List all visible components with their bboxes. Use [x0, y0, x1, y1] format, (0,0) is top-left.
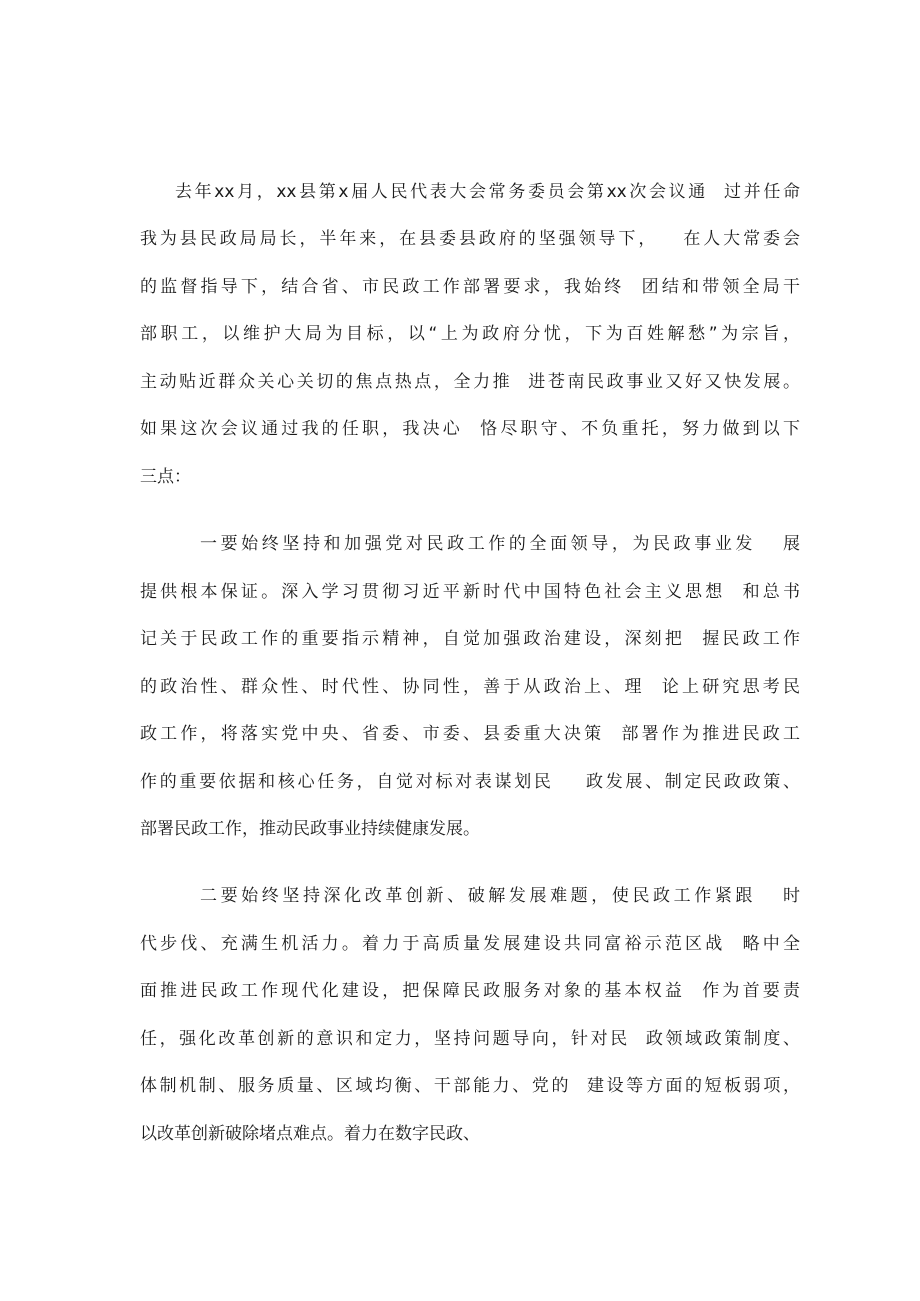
- paragraph-1-line-4: 部职工，以维护大局为目标，以“上为政府分忧，下为百姓解愁”为宗旨，: [140, 324, 800, 344]
- paragraph-1-line-3: 的监督指导下，结合省、市民政工作部署要求，我始终 团结和带领全局干: [140, 277, 800, 297]
- paragraph-2-line-1: 一要始终坚持和加强党对民政工作的全面领导，为民政事业发 展: [200, 534, 800, 554]
- paragraph-3-line-4: 任，强化改革创新的意识和定力，坚持问题导向，针对民 政领域政策制度、: [140, 1029, 800, 1049]
- paragraph-3-line-5: 体制机制、服务质量、区域均衡、干部能力、党的 建设等方面的短板弱项，: [140, 1076, 800, 1096]
- paragraph-2-line-3: 记关于民政工作的重要指示精神，自觉加强政治建设，深刻把 握民政工作: [140, 629, 800, 649]
- paragraph-3-line-1: 二要始终坚持深化改革创新、破解发展难题，使民政工作紧跟 时: [200, 886, 800, 906]
- paragraph-3-line-2: 代步伐、充满生机活力。着力于高质量发展建设共同富裕示范区战 略中全: [140, 934, 800, 954]
- paragraph-2-line-2: 提供根本保证。深入学习贯彻习近平新时代中国特色社会主义思想 和总书: [140, 582, 800, 602]
- paragraph-1-line-5: 主动贴近群众关心关切的焦点热点，全力推 进苍南民政事业又好又快发展。: [140, 372, 800, 392]
- paragraph-2-line-7: 部署民政工作，推动民政事业持续健康发展。: [140, 819, 480, 839]
- paragraph-3-line-6: 以改革创新破除堵点难点。着力在数字民政、: [140, 1124, 480, 1144]
- paragraph-1-line-2: 我为县民政局局长，半年来，在县委县政府的坚强领导下， 在人大常委会: [140, 229, 800, 249]
- paragraph-2-line-4: 的政治性、群众性、时代性、协同性，善于从政治上、理 论上研究思考民: [140, 677, 800, 697]
- paragraph-2-line-6: 作的重要依据和核心任务，自觉对标对表谋划民 政发展、制定民政政策、: [140, 772, 800, 792]
- paragraph-1-line-7: 三点：: [140, 467, 191, 487]
- paragraph-3-line-3: 面推进民政工作现代化建设，把保障民政服务对象的基本权益 作为首要责: [140, 981, 800, 1001]
- paragraph-1-line-1: 去年xx月，xx县第x届人民代表大会常务委员会第xx次会议通 过并任命: [175, 182, 800, 202]
- paragraph-2-line-5: 政工作，将落实党中央、省委、市委、县委重大决策 部署作为推进民政工: [140, 724, 800, 744]
- paragraph-1-line-6: 如果这次会议通过我的任职，我决心 恪尽职守、不负重托，努力做到以下: [140, 419, 800, 439]
